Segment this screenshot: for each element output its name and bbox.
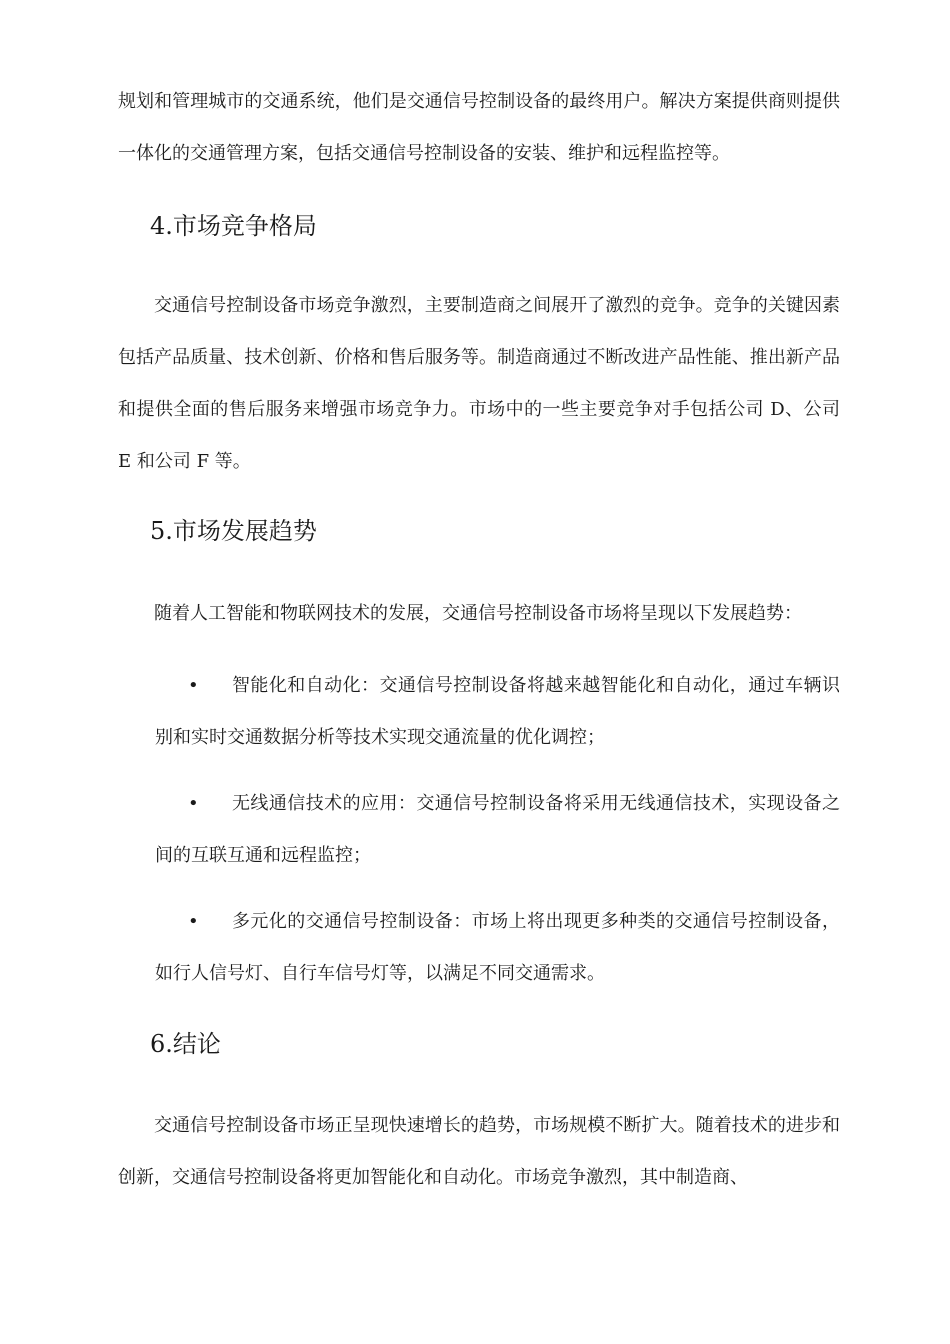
- section-6-paragraph: 交通信号控制设备市场正呈现快速增长的趋势，市场规模不断扩大。随着技术的进步和创新，交通信号控制设备将更加智能化和自动化。市场竞争激烈，其中制造商、: [118, 1115, 840, 1188]
- trend-item-text: 智能化和自动化：交通信号控制设备将越来越智能化和自动化，通过车辆识别和实时交通数据分析等技术实现交通流量的优化调控；: [155, 675, 840, 748]
- trend-list-item: [155, 896, 840, 1000]
- trend-list-item: [155, 778, 840, 882]
- section-4-paragraph: 交通信号控制设备市场竞争激烈，主要制造商之间展开了激烈的竞争。竞争的关键因素包括产品质量、技术创新、价格和售后服务等。制造商通过不断改进产品性能、推出新产品和提供全面的售后服务来增强市场竞争力。市场中的一些主要竞争对手包括公司 D、公司 E 和公司 F 等。: [118, 295, 840, 472]
- trend-item-text: 无线通信技术的应用：交通信号控制设备将采用无线通信技术，实现设备之间的互联互通和远程监控；: [155, 793, 840, 866]
- bullet-icon: •: [188, 793, 199, 814]
- bullet-icon: •: [188, 675, 199, 696]
- trend-item-text: 多元化的交通信号控制设备：市场上将出现更多种类的交通信号控制设备，如行人信号灯、自行车信号灯等，以满足不同交通需求。: [155, 911, 840, 984]
- bullet-icon: •: [188, 911, 199, 932]
- section-5-heading: 5.市场发展趋势: [150, 517, 317, 545]
- section-5-intro-paragraph: 随着人工智能和物联网技术的发展，交通信号控制设备市场将呈现以下发展趋势：: [154, 603, 802, 624]
- section-6-heading: 6.结论: [150, 1030, 221, 1058]
- intro-paragraph: 规划和管理城市的交通系统，他们是交通信号控制设备的最终用户。解决方案提供商则提供一体化的交通管理方案，包括交通信号控制设备的安装、维护和远程监控等。: [118, 91, 840, 164]
- section-4-heading: 4.市场竞争格局: [150, 212, 317, 240]
- trend-list-item: [155, 660, 840, 764]
